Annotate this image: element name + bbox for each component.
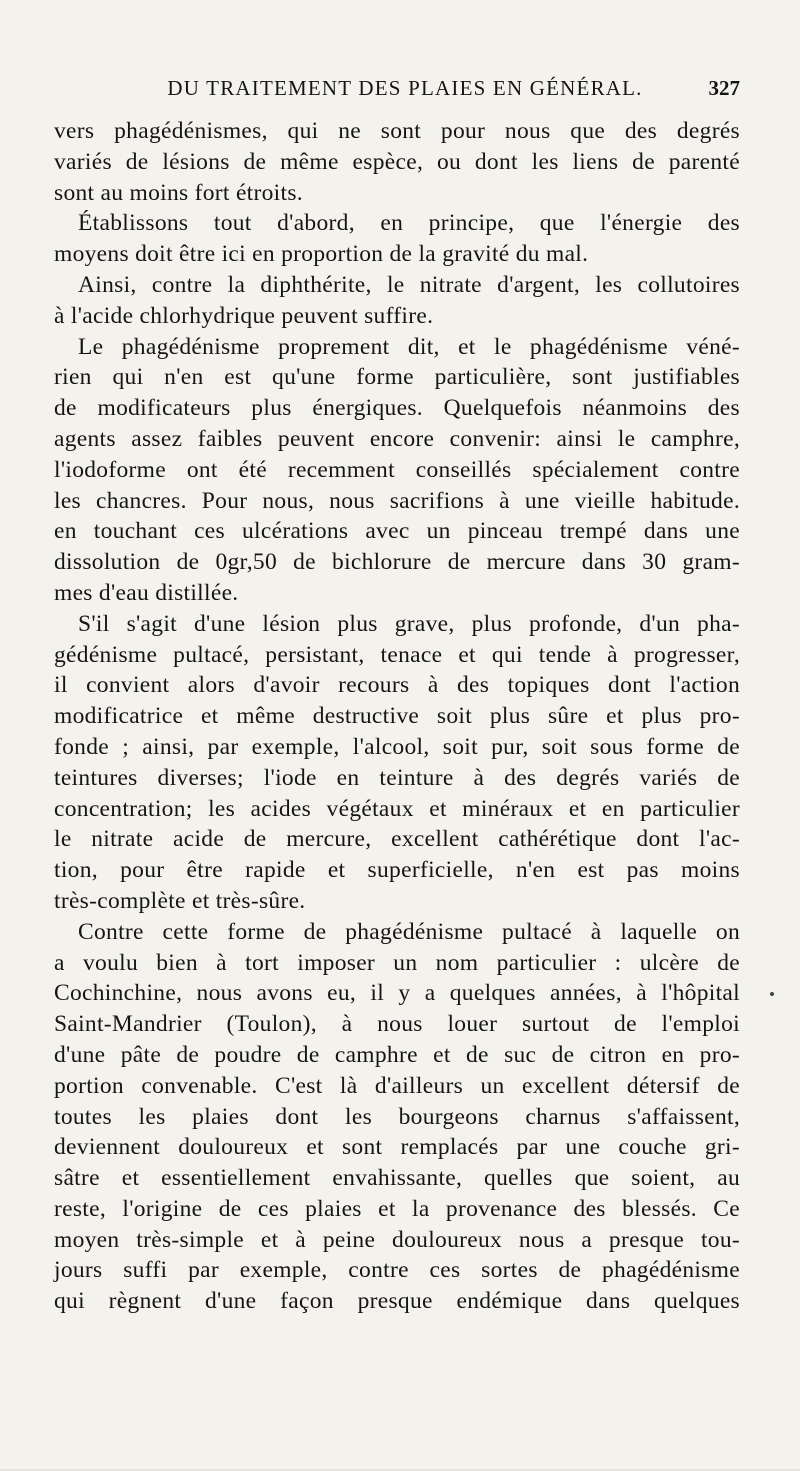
text-line: les chancres. Pour nous, nous sacrifions à une vieille habitude. [54,487,740,514]
running-title: DU TRAITEMENT DES PLAIES EN GÉNÉRAL. [167,76,643,100]
text-line: il convient alors d'avoir recours à des topiques dont l'action [54,672,740,699]
running-head [70,76,740,102]
text-line: modificatrice et même destructive soit plus sûre et plus pro- [54,703,740,730]
text-line: portion convenable. C'est là d'ailleurs un excellent détersif de [54,1072,740,1099]
text-line: moyen très-simple et à peine douloureux nous a presque tou- [54,1226,740,1253]
text-line: tion, pour être rapide et superficielle, n'en est pas moins [54,857,740,884]
text-line: Le phagédénisme proprement dit, et le phagédénisme véné- [78,333,740,360]
text-line: vers phagédénismes, qui ne sont pour nous que des degrés [54,118,740,144]
text-line: reste, l'origine de ces plaies et la provenance des blessés. Ce [54,1195,740,1222]
text-line: Établissons tout d'abord, en principe, que l'énergie des [78,210,740,237]
text-line: jours suffi par exemple, contre ces sortes de phagédénisme [54,1257,740,1284]
text-line: a voulu bien à tort imposer un nom particulier : ulcère de [54,949,740,976]
text-line: agents assez faibles peuvent encore convenir: ainsi le camphre, [54,425,740,452]
text-line: Cochinchine, nous avons eu, il y a quelques années, à l'hôpital [54,980,740,1007]
text-line: mes d'eau distillée. [54,579,239,606]
text-line: toutes les plaies dont les bourgeons charnus s'affaissent, [54,1103,740,1130]
text-line: teintures diverses; l'iode en teinture à des degrés variés de [54,764,740,791]
text-line: moyens doit être ici en proportion de la gravité du mal. [54,241,589,268]
text-line: très-complète et très-sûre. [54,887,306,914]
body-text [54,116,740,1317]
text-line: Saint-Mandrier (Toulon), à nous louer surtout de l'emploi [54,1011,740,1038]
text-line: l'iodoforme ont été recemment conseillés spécialement contre [54,456,740,483]
text-line: sont au moins fort étroits. [54,179,303,206]
text-line: le nitrate acide de mercure, excellent cathérétique dont l'ac- [54,826,740,853]
text-line: variés de lésions de même espèce, ou dont les liens de parenté [54,148,740,175]
text-line: sâtre et essentiellement envahissante, quelles que soient, au [54,1165,740,1192]
text-line: gédénisme pultacé, persistant, tenace et qui tende à progresser, [54,641,740,668]
text-line: de modificateurs plus énergiques. Quelquefois néanmoins des [54,395,740,422]
text-line: rien qui n'en est qu'une forme particulière, sont justifiables [54,364,740,391]
text-line: Contre cette forme de phagédénisme pultacé à laquelle on [78,918,740,945]
text-line: fonde ; ainsi, par exemple, l'alcool, soit pur, soit sous forme de [54,733,740,760]
text-line: S'il s'agit d'une lésion plus grave, plus profonde, d'un pha- [78,610,740,637]
text-line: à l'acide chlorhydrique peuvent suffire. [54,302,434,329]
text-line: d'une pâte de poudre de camphre et de suc de citron en pro- [54,1041,740,1068]
text-line: concentration; les acides végétaux et minéraux et en particulier [54,795,740,822]
text-line: en touchant ces ulcérations avec un pinceau trempé dans une [54,518,740,545]
ink-speck [770,992,774,996]
text-line: Ainsi, contre la diphthérite, le nitrate d'argent, les collutoires [78,271,740,298]
text-line: dissolution de 0gr,50 de bichlorure de mercure dans 30 gram- [54,549,740,576]
page-number: 327 [708,76,740,100]
text-line: deviennent douloureux et sont remplacés par une couche gri- [54,1134,740,1161]
text-line: qui règnent d'une façon presque endémique dans quelques [54,1288,740,1315]
